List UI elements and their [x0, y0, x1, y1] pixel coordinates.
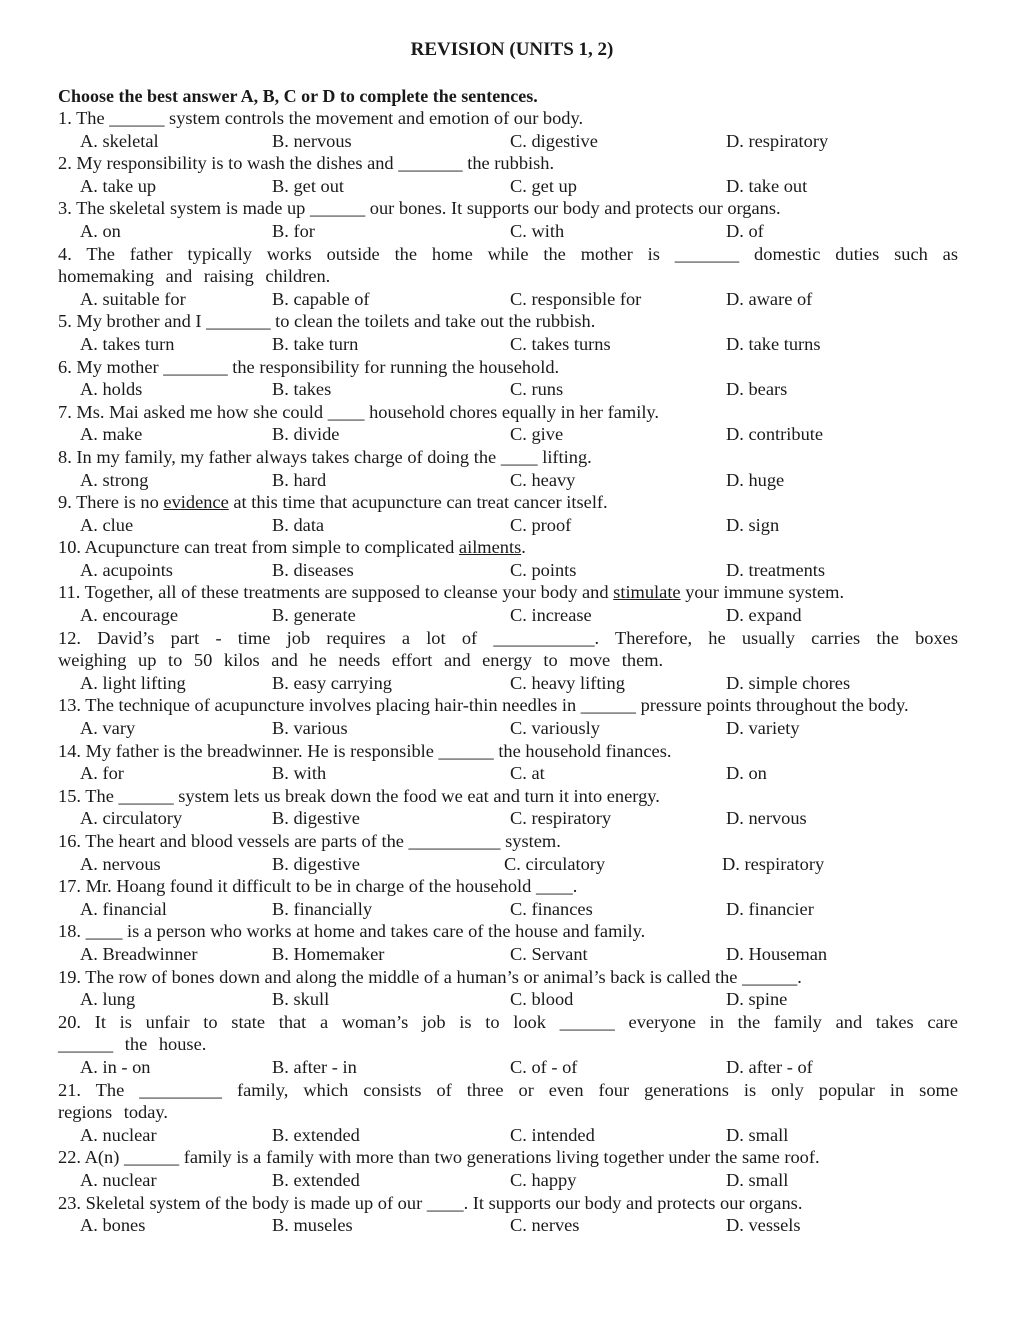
- question-item: [58, 310, 958, 355]
- option-c[interactable]: C. heavy: [510, 469, 576, 490]
- question-item: [58, 401, 958, 446]
- answer-blank[interactable]: _______: [163, 356, 228, 377]
- option-b[interactable]: B. diseases: [272, 559, 354, 580]
- option-d[interactable]: D. sign: [726, 514, 780, 535]
- question-list: [58, 107, 958, 1237]
- question-text: .: [572, 876, 578, 897]
- answer-options: [58, 1124, 958, 1147]
- option-b[interactable]: B. divide: [272, 424, 340, 445]
- answer-blank[interactable]: ____: [426, 1192, 464, 1213]
- question-stem: [58, 1079, 958, 1124]
- option-c[interactable]: C. increase: [510, 605, 592, 626]
- question-item: [58, 1079, 958, 1147]
- question-item: [58, 966, 958, 1011]
- option-a[interactable]: A. for: [80, 763, 124, 784]
- question-text: Acupuncture can treat from simple to complicated: [84, 537, 455, 558]
- option-d[interactable]: D. simple chores: [726, 672, 851, 693]
- question-item: [58, 107, 958, 152]
- underlined-word: evidence: [163, 492, 229, 513]
- question-text: lifting.: [542, 446, 592, 467]
- option-a[interactable]: A. holds: [80, 379, 143, 400]
- question-number: 23.: [58, 1192, 81, 1213]
- option-a[interactable]: A. clue: [80, 514, 134, 535]
- question-stem: [58, 491, 958, 514]
- question-item: [58, 1192, 958, 1237]
- option-c[interactable]: C. get up: [510, 175, 577, 196]
- option-b[interactable]: B. Homemaker: [272, 943, 385, 964]
- option-c[interactable]: C. respiratory: [510, 808, 612, 829]
- answer-options: [58, 469, 958, 492]
- question-text: family, which consists of three or even four generations is only popular in some regions today.: [58, 1079, 958, 1123]
- option-d[interactable]: D. nervous: [726, 808, 807, 829]
- option-d[interactable]: D. spine: [726, 989, 788, 1010]
- question-item: [58, 446, 958, 491]
- question-text: domestic duties such as homemaking and raising children.: [58, 243, 959, 287]
- question-stem: [58, 875, 958, 898]
- answer-blank[interactable]: ___________: [493, 627, 595, 648]
- option-c[interactable]: C. at: [510, 763, 545, 784]
- answer-options: [58, 604, 958, 627]
- question-item: [58, 356, 958, 401]
- question-item: [58, 581, 958, 626]
- option-b[interactable]: B. digestive: [272, 808, 360, 829]
- question-stem: [58, 243, 958, 288]
- question-text: The: [95, 1079, 125, 1100]
- option-d[interactable]: D. respiratory: [722, 853, 825, 874]
- option-b[interactable]: B. data: [272, 514, 325, 535]
- question-item: [58, 152, 958, 197]
- answer-options: [58, 130, 958, 153]
- question-text: the household finances.: [498, 740, 672, 761]
- question-stem: [58, 152, 958, 175]
- question-number: 16.: [58, 831, 81, 851]
- option-d[interactable]: D. on: [726, 763, 767, 784]
- question-text: household chores equally in her family.: [369, 401, 660, 422]
- option-d[interactable]: D. small: [726, 1124, 789, 1145]
- question-text: My mother: [76, 356, 159, 377]
- answer-blank[interactable]: _______: [206, 311, 271, 332]
- question-item: [58, 1011, 958, 1079]
- option-b[interactable]: B. for: [272, 220, 315, 241]
- question-number: 15.: [58, 785, 81, 806]
- option-a[interactable]: A. take up: [80, 175, 157, 196]
- option-b[interactable]: B. nervous: [272, 130, 352, 151]
- answer-options: [58, 333, 958, 356]
- question-text: .: [521, 537, 526, 558]
- question-stem: [58, 740, 958, 763]
- question-text: My responsibility is to wash the dishes and: [76, 153, 394, 174]
- answer-options: [58, 672, 958, 695]
- option-c[interactable]: C. runs: [510, 379, 564, 400]
- option-a[interactable]: A. financial: [80, 898, 167, 919]
- option-d[interactable]: D. vessels: [726, 1215, 801, 1236]
- answer-options: [58, 853, 958, 876]
- option-d[interactable]: D. expand: [726, 605, 802, 626]
- option-d[interactable]: D. after - of: [726, 1056, 813, 1077]
- answer-options: [58, 1214, 958, 1237]
- question-stem: [58, 446, 958, 469]
- question-text: The skeletal system is made up: [76, 198, 306, 219]
- option-b[interactable]: B. digestive: [272, 853, 360, 874]
- question-stem: [58, 830, 958, 853]
- question-number: 22.: [58, 1147, 81, 1168]
- option-b[interactable]: B. with: [272, 763, 327, 784]
- question-text: at this time that acupuncture can treat cancer itself.: [233, 492, 608, 513]
- option-a[interactable]: A. circulatory: [80, 808, 183, 829]
- option-b[interactable]: B. skull: [272, 989, 330, 1010]
- question-number: 3.: [58, 198, 72, 219]
- underlined-word: stimulate: [613, 582, 681, 603]
- option-a[interactable]: A. encourage: [80, 605, 179, 626]
- answer-options: [58, 988, 958, 1011]
- option-a[interactable]: A. lung: [80, 989, 136, 1010]
- question-stem: [58, 536, 958, 559]
- question-text: In my family, my father always takes charge of doing the: [76, 446, 497, 467]
- option-d[interactable]: D. of: [726, 220, 764, 241]
- option-c[interactable]: C. finances: [510, 898, 593, 919]
- question-stem: [58, 581, 958, 604]
- option-d[interactable]: D. take turns: [726, 333, 821, 354]
- question-text: is a person who works at home and takes care of the house and family.: [127, 921, 646, 942]
- question-number: 4.: [58, 243, 72, 264]
- option-b[interactable]: B. generate: [272, 605, 356, 626]
- answer-blank[interactable]: ____: [500, 446, 538, 467]
- question-item: [58, 785, 958, 830]
- option-b[interactable]: B. financially: [272, 898, 373, 919]
- question-stem: [58, 627, 958, 672]
- question-item: [58, 875, 958, 920]
- option-d[interactable]: D. take out: [726, 175, 808, 196]
- option-a[interactable]: A. on: [80, 220, 121, 241]
- answer-blank[interactable]: ____: [327, 401, 365, 422]
- question-number: 12.: [58, 627, 81, 648]
- answer-blank[interactable]: ______: [109, 108, 165, 128]
- question-text: A(n): [84, 1147, 120, 1168]
- option-a[interactable]: A. bones: [80, 1215, 146, 1236]
- question-item: [58, 694, 958, 739]
- question-item: [58, 536, 958, 581]
- question-number: 9.: [58, 492, 72, 513]
- question-stem: [58, 107, 958, 130]
- question-text: There is no: [76, 492, 159, 513]
- question-stem: [58, 356, 958, 379]
- option-b[interactable]: B. capable of: [272, 288, 370, 309]
- answer-blank[interactable]: ______: [310, 198, 366, 219]
- answer-options: [58, 1169, 958, 1192]
- option-b[interactable]: B. various: [272, 718, 348, 739]
- option-d[interactable]: D. Houseman: [726, 943, 828, 964]
- question-text: It is unfair to state that a woman’s job is to look: [94, 1011, 546, 1032]
- question-text: pressure points throughout the body.: [640, 695, 909, 716]
- answer-blank[interactable]: _________: [139, 1079, 222, 1100]
- question-number: 5.: [58, 311, 72, 332]
- question-stem: [58, 310, 958, 333]
- question-number: 1.: [58, 108, 72, 128]
- option-b[interactable]: B. extended: [272, 1124, 360, 1145]
- question-item: [58, 197, 958, 242]
- option-c[interactable]: C. responsible for: [510, 288, 642, 309]
- question-text: The: [76, 108, 105, 128]
- answer-options: [58, 717, 958, 740]
- option-c[interactable]: C. digestive: [510, 130, 598, 151]
- question-text: the responsibility for running the household.: [232, 356, 560, 377]
- question-text: system lets us break down the food we eat and turn it into energy.: [178, 785, 660, 806]
- option-c[interactable]: C. happy: [510, 1169, 577, 1190]
- question-stem: [58, 920, 958, 943]
- answer-blank[interactable]: ______: [438, 740, 494, 761]
- answer-options: [58, 898, 958, 921]
- answer-blank[interactable]: ______: [123, 1147, 180, 1168]
- answer-blank[interactable]: _______: [674, 243, 740, 264]
- question-text: Mr. Hoang found it difficult to be in charge of the household: [85, 876, 532, 897]
- option-a[interactable]: A. light lifting: [80, 672, 186, 693]
- question-stem: [58, 197, 958, 220]
- answer-blank[interactable]: ____: [85, 921, 123, 942]
- question-number: 10.: [58, 537, 81, 558]
- option-a[interactable]: A. nuclear: [80, 1169, 157, 1190]
- question-stem: [58, 1146, 958, 1169]
- option-d[interactable]: D. bears: [726, 379, 788, 400]
- answer-options: [58, 514, 958, 537]
- answer-options: [58, 378, 958, 401]
- answer-blank[interactable]: _______: [398, 153, 463, 174]
- question-text: everyone in the family and takes care: [628, 1011, 958, 1032]
- question-text: .: [797, 966, 802, 987]
- answer-options: [58, 175, 958, 198]
- question-text: The row of bones down and along the middle of a human’s or animal’s back is called the: [85, 966, 738, 987]
- question-number: 20.: [58, 1011, 81, 1032]
- question-number: 19.: [58, 966, 81, 987]
- answer-options: [58, 807, 958, 830]
- answer-blank[interactable]: ______: [118, 785, 174, 806]
- question-item: [58, 491, 958, 536]
- option-a[interactable]: A. suitable for: [80, 288, 186, 309]
- question-stem: [58, 694, 958, 717]
- option-a[interactable]: A. strong: [80, 469, 149, 490]
- question-number: 6.: [58, 356, 72, 377]
- question-stem: [58, 785, 958, 808]
- option-d[interactable]: D. financier: [726, 898, 814, 919]
- question-number: 17.: [58, 876, 81, 897]
- question-text: My brother and I: [76, 311, 202, 332]
- option-c[interactable]: C. takes turns: [510, 333, 611, 354]
- question-number: 21.: [58, 1079, 81, 1100]
- answer-blank[interactable]: __________: [408, 831, 501, 851]
- question-number: 8.: [58, 446, 72, 467]
- question-stem: [58, 1011, 958, 1056]
- question-text: The father typically works outside the home while the mother is: [86, 243, 660, 264]
- option-c[interactable]: C. blood: [510, 989, 574, 1010]
- instruction-text: Choose the best answer A, B, C or D to complete the sentences.: [58, 86, 538, 106]
- option-b[interactable]: B. after - in: [272, 1056, 357, 1077]
- question-text: our bones. It supports our body and protects our organs.: [369, 198, 781, 219]
- question-stem: [58, 1192, 958, 1215]
- option-d[interactable]: D. contribute: [726, 424, 824, 445]
- question-item: [58, 243, 958, 311]
- question-text: . Therefore, he usually carries the boxes weighing up to 50 kilos and he needs effort and energy to move them.: [58, 627, 958, 671]
- option-b[interactable]: B. take turn: [272, 333, 359, 354]
- answer-blank[interactable]: ______: [742, 966, 798, 987]
- question-text: Skeletal system of the body is made up of our: [85, 1192, 423, 1213]
- option-d[interactable]: D. variety: [726, 718, 800, 739]
- option-a[interactable]: A. in - on: [80, 1056, 151, 1077]
- question-item: [58, 830, 958, 875]
- answer-options: [58, 220, 958, 243]
- question-item: [58, 740, 958, 785]
- question-text: The heart and blood vessels are parts of the: [85, 831, 404, 851]
- question-text: The: [85, 785, 114, 806]
- option-c[interactable]: C. variously: [510, 718, 600, 739]
- option-a[interactable]: A. nervous: [80, 853, 161, 874]
- question-text: family is a family with more than two generations living together under the same roof.: [183, 1147, 820, 1168]
- underlined-word: ailments: [458, 537, 522, 558]
- option-c[interactable]: C. nerves: [510, 1215, 580, 1236]
- answer-options: [58, 559, 958, 582]
- option-d[interactable]: D. treatments: [726, 559, 826, 580]
- option-a[interactable]: A. skeletal: [80, 130, 159, 151]
- question-text: the rubbish.: [467, 153, 555, 174]
- question-text: My father is the breadwinner. He is responsible: [85, 740, 434, 761]
- answer-options: [58, 762, 958, 785]
- question-text: system.: [505, 831, 561, 851]
- option-b[interactable]: B. extended: [272, 1169, 360, 1190]
- answer-blank[interactable]: ______: [580, 695, 636, 716]
- question-number: 2.: [58, 153, 72, 174]
- question-item: [58, 627, 958, 695]
- option-d[interactable]: D. small: [726, 1169, 789, 1190]
- option-c[interactable]: C. intended: [510, 1124, 595, 1145]
- option-b[interactable]: B. museles: [272, 1215, 353, 1236]
- question-number: 14.: [58, 740, 81, 761]
- question-text: to clean the toilets and take out the rubbish.: [275, 311, 596, 332]
- question-text: your immune system.: [685, 582, 845, 603]
- question-text: The technique of acupuncture involves placing hair-thin needles in: [85, 695, 577, 716]
- question-text: David’s part - time job requires a lot of: [97, 627, 478, 648]
- question-stem: [58, 966, 958, 989]
- option-b[interactable]: B. easy carrying: [272, 672, 393, 693]
- option-a[interactable]: A. vary: [80, 718, 136, 739]
- option-c[interactable]: C. points: [510, 559, 577, 580]
- option-c[interactable]: C. circulatory: [504, 853, 606, 874]
- answer-options: [58, 423, 958, 446]
- option-c[interactable]: C. give: [510, 424, 564, 445]
- answer-options: [58, 1056, 958, 1079]
- option-c[interactable]: C. heavy lifting: [510, 672, 625, 693]
- option-b[interactable]: B. hard: [272, 469, 327, 490]
- answer-blank[interactable]: ______: [58, 1034, 114, 1055]
- question-number: 11.: [58, 582, 81, 603]
- answer-options: [58, 288, 958, 311]
- question-text: the house.: [124, 1034, 207, 1055]
- question-stem: [58, 401, 958, 424]
- question-item: [58, 920, 958, 965]
- option-c[interactable]: C. with: [510, 220, 565, 241]
- option-d[interactable]: D. aware of: [726, 288, 813, 309]
- worksheet-title: REVISION (UNITS 1, 2): [410, 39, 614, 60]
- question-number: 7.: [58, 401, 72, 422]
- option-a[interactable]: A. nuclear: [80, 1124, 157, 1145]
- option-a[interactable]: A. acupoints: [80, 559, 173, 580]
- option-d[interactable]: D. respiratory: [726, 130, 829, 151]
- option-b[interactable]: B. takes: [272, 379, 332, 400]
- answer-blank[interactable]: ____: [535, 876, 573, 897]
- question-text: system controls the movement and emotion of our body.: [169, 108, 584, 128]
- option-c[interactable]: C. proof: [510, 514, 572, 535]
- question-number: 18.: [58, 921, 81, 942]
- option-a[interactable]: A. takes turn: [80, 333, 175, 354]
- question-text: Together, all of these treatments are supposed to cleanse your body and: [84, 582, 609, 603]
- question-text: . It supports our body and protects our organs.: [463, 1192, 803, 1213]
- option-b[interactable]: B. get out: [272, 175, 345, 196]
- answer-blank[interactable]: ______: [559, 1011, 615, 1032]
- option-c[interactable]: C. of - of: [510, 1056, 578, 1077]
- question-text: Ms. Mai asked me how she could: [76, 401, 324, 422]
- option-a[interactable]: A. make: [80, 424, 143, 445]
- option-a[interactable]: A. Breadwinner: [80, 943, 198, 964]
- option-d[interactable]: D. huge: [726, 469, 785, 490]
- question-item: [58, 1146, 958, 1191]
- question-number: 13.: [58, 695, 81, 716]
- option-c[interactable]: C. Servant: [510, 943, 588, 964]
- answer-options: [58, 943, 958, 966]
